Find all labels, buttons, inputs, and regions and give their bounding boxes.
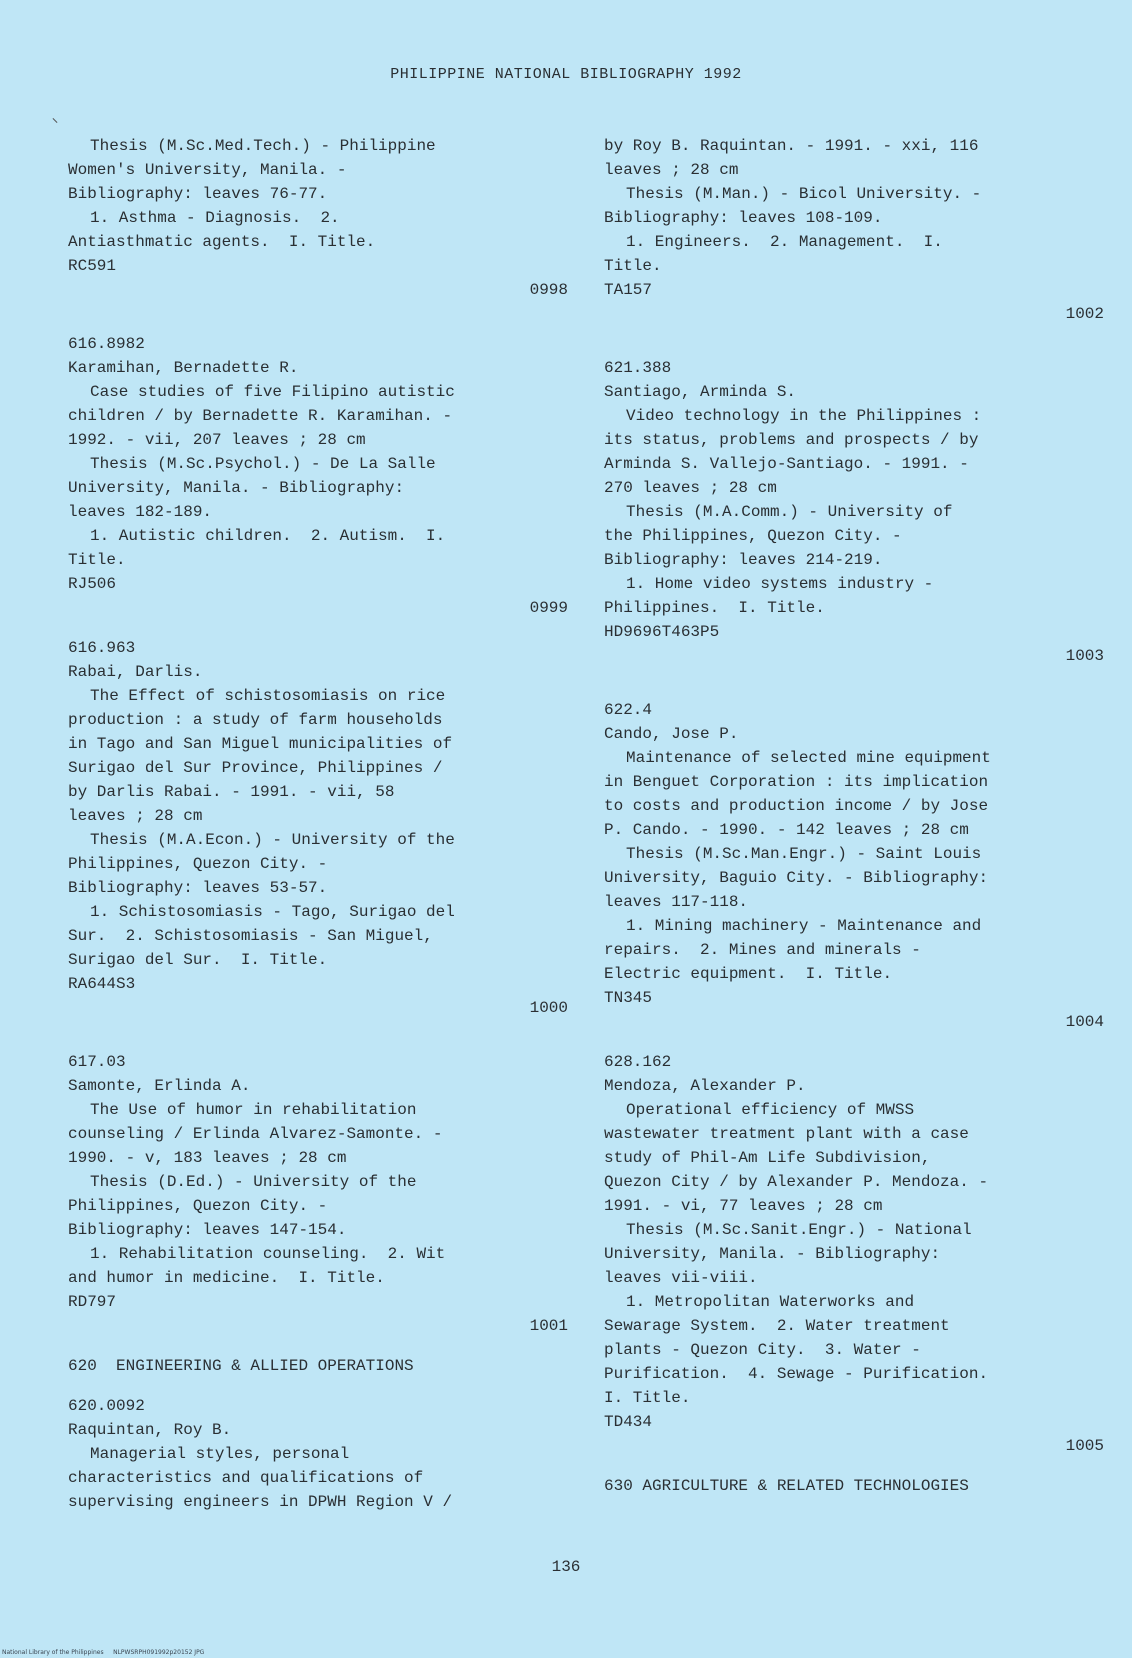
entry-line: counseling / Erlinda Alvarez-Samonte. - [68,1125,443,1143]
scan-footer: National Library of the Philippines NLPWSRPH091992p20152 JPG [2,1649,205,1656]
entry-line: Arminda S. Vallejo-Santiago. - 1991. - [604,455,969,473]
entry-line: Purification. 4. Sewage - Purification. [604,1365,989,1383]
entry-1002-start [68,1394,568,1514]
entry-line: Title. [604,257,662,275]
entry-line: characteristics and qualifications of [68,1469,424,1487]
entry-1004 [604,698,1104,1034]
entry-line: study of Phil-Am Life Subdivision, [604,1149,931,1167]
entry-line: plants - Quezon City. 3. Water - [604,1341,921,1359]
entry-line: Women's University, Manila. - [68,161,347,179]
author: Samonte, Erlinda A. [68,1077,251,1095]
entry-line: in Benguet Corporation : its implication [604,773,989,791]
entry-1005 [604,1050,1104,1458]
entry-line: leaves ; 28 cm [604,161,739,179]
entry-line: wastewater treatment plant with a case [604,1125,969,1143]
entry-line: 1. Engineers. 2. Management. I. [626,233,943,251]
author: Raquintan, Roy B. [68,1421,232,1439]
entry-line: University, Manila. - Bibliography: [68,479,405,497]
class-number: 628.162 [604,1053,672,1071]
entry-line: 1992. - vii, 207 leaves ; 28 cm [68,431,366,449]
entry-line: children / by Bernadette R. Karamihan. - [68,407,453,425]
entry-1003 [604,356,1104,668]
section-heading-630: 630 AGRICULTURE & RELATED TECHNOLOGIES [604,1477,969,1495]
entry-line: Thesis (M.A.Comm.) - University of [626,503,953,521]
call-number: RD797 [68,1293,117,1311]
entry-number: 0999 [529,599,568,617]
entry-line: supervising engineers in DPWH Region V / [68,1493,453,1511]
entry-line: by Roy B. Raquintan. - 1991. - xxi, 116 [604,137,979,155]
entry-line: Antiasthmatic agents. I. Title. [68,233,376,251]
entry-line: 1. Mining machinery - Maintenance and [626,917,982,935]
left-column [68,134,568,1514]
entry-line: and humor in medicine. I. Title. [68,1269,385,1287]
entry-line: by Darlis Rabai. - 1991. - vii, 58 [68,783,395,801]
entry-line: Bibliography: leaves 108-109. [604,209,883,227]
entry-line: in Tago and San Miguel municipalities of [68,735,453,753]
call-number: RC591 [68,257,117,275]
author: Karamihan, Bernadette R. [68,359,299,377]
call-number: TN345 [604,989,653,1007]
entry-line: 1. Metropolitan Waterworks and [626,1293,915,1311]
entry-line: Bibliography: leaves 147-154. [68,1221,347,1239]
entry-line: 270 leaves ; 28 cm [604,479,777,497]
entry-line: Philippines. I. Title. [604,599,825,617]
entry-line: The Effect of schistosomiasis on rice [90,687,446,705]
class-number: 622.4 [604,701,653,719]
entry-0999 [68,332,568,620]
call-number: TA157 [604,281,653,299]
entry-line: Thesis (M.Sc.Med.Tech.) - Philippine [90,137,436,155]
entry-line: Title. [68,551,126,569]
call-number: HD9696T463P5 [604,623,720,641]
page-number: 136 [551,1558,581,1576]
entry-0998 [68,134,568,302]
entry-line: leaves ; 28 cm [68,807,203,825]
entry-line: the Philippines, Quezon City. - [604,527,902,545]
entry-line: 1. Home video systems industry - [626,575,934,593]
entry-number: 1005 [1065,1437,1104,1455]
entry-line: production : a study of farm households [68,711,443,729]
entry-number: 1000 [529,999,568,1017]
entry-line: Bibliography: leaves 76-77. [68,185,328,203]
entry-line: Bibliography: leaves 53-57. [68,879,328,897]
entry-line: leaves vii-viii. [604,1269,758,1287]
entry-line: Thesis (M.A.Econ.) - University of the [90,831,455,849]
entry-line: The Use of humor in rehabilitation [90,1101,417,1119]
entry-line: Thesis (M.Sc.Sanit.Engr.) - National [626,1221,972,1239]
entry-line: Thesis (M.Sc.Man.Engr.) - Saint Louis [626,845,982,863]
entry-line: 1990. - v, 183 leaves ; 28 cm [68,1149,347,1167]
entry-line: Operational efficiency of MWSS [626,1101,915,1119]
class-number: 617.03 [68,1053,126,1071]
entry-number: 1003 [1065,647,1104,665]
author: Cando, Jose P. [604,725,739,743]
entry-line: Thesis (M.Sc.Psychol.) - De La Salle [90,455,436,473]
entry-line: 1991. - vi, 77 leaves ; 28 cm [604,1197,883,1215]
call-number: RA644S3 [68,975,136,993]
entry-line: its status, problems and prospects / by [604,431,979,449]
entry-line: Philippines, Quezon City. - [68,1197,328,1215]
class-number: 621.388 [604,359,672,377]
entry-line: Sur. 2. Schistosomiasis - San Miguel, [68,927,433,945]
entry-line: leaves 182-189. [68,503,213,521]
entry-line: repairs. 2. Mines and minerals - [604,941,921,959]
entry-line: P. Cando. - 1990. - 142 leaves ; 28 cm [604,821,969,839]
entry-line: I. Title. [604,1389,691,1407]
entry-line: Case studies of five Filipino autistic [90,383,455,401]
entry-line: Video technology in the Philippines : [626,407,982,425]
entry-number: 1004 [1065,1013,1104,1031]
section-heading-620: 620 ENGINEERING & ALLIED OPERATIONS [68,1357,414,1375]
entry-number: 1001 [529,1317,568,1335]
author: Rabai, Darlis. [68,663,203,681]
class-number: 620.0092 [68,1397,145,1415]
entry-line: Thesis (D.Ed.) - University of the [90,1173,417,1191]
entry-1000 [68,636,568,1020]
entry-number: 0998 [529,281,568,299]
page-header: PHILIPPINE NATIONAL BIBLIOGRAPHY 1992 [390,66,742,83]
entry-line: Managerial styles, personal [90,1445,350,1463]
entry-line: Surigao del Sur Province, Philippines / [68,759,443,777]
entry-line: Philippines, Quezon City. - [68,855,328,873]
author: Santiago, Arminda S. [604,383,797,401]
scan-mark [53,118,58,123]
right-column [604,134,1104,1498]
entry-line: Electric equipment. I. Title. [604,965,893,983]
call-number: RJ506 [68,575,117,593]
entry-line: 1. Autistic children. 2. Autism. I. [90,527,446,545]
entry-line: Bibliography: leaves 214-219. [604,551,883,569]
entry-1001 [68,1050,568,1338]
entry-1002-cont [604,134,1104,326]
entry-number: 1002 [1065,305,1104,323]
call-number: TD434 [604,1413,653,1431]
class-number: 616.963 [68,639,136,657]
entry-line: leaves 117-118. [604,893,749,911]
entry-line: Surigao del Sur. I. Title. [68,951,328,969]
entry-line: Thesis (M.Man.) - Bicol University. - [626,185,982,203]
entry-line: 1. Schistosomiasis - Tago, Surigao del [90,903,455,921]
entry-line: University, Baguio City. - Bibliography: [604,869,989,887]
entry-line: Maintenance of selected mine equipment [626,749,991,767]
entry-line: Quezon City / by Alexander P. Mendoza. - [604,1173,989,1191]
entry-line: to costs and production income / by Jose [604,797,989,815]
entry-line: 1. Rehabilitation counseling. 2. Wit [90,1245,446,1263]
author: Mendoza, Alexander P. [604,1077,806,1095]
entry-line: Sewarage System. 2. Water treatment [604,1317,950,1335]
entry-line: 1. Asthma - Diagnosis. 2. [90,209,340,227]
class-number: 616.8982 [68,335,145,353]
entry-line: University, Manila. - Bibliography: [604,1245,941,1263]
